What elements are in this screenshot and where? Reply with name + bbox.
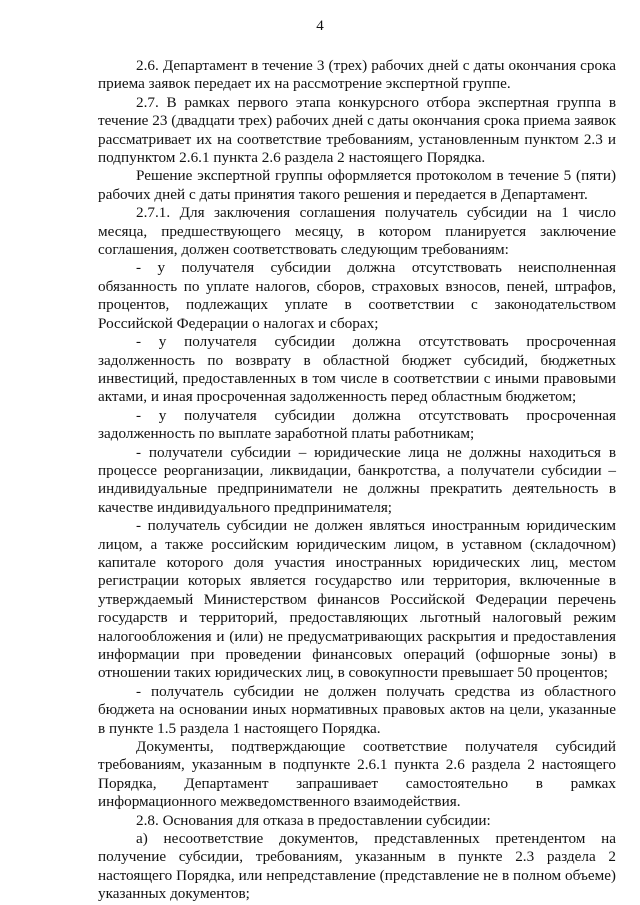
refusal-ground-a: а) несоответствие документов, представленных претендентом на получение субсидии, требованиям, указанным в пункте 2.3 раздела 2 настоящего Порядка, или непредставление (представление не в полном объеме) указанных документов; bbox=[98, 830, 616, 903]
requirement-no-other-funds: - получатель субсидии не должен получать средства из областного бюджета на основании иных нормативных правовых актов на цели, указанные в пункте 1.5 раздела 1 настоящего Порядка. bbox=[98, 682, 616, 737]
paragraph-2-7: 2.7. В рамках первого этапа конкурсного отбора экспертная группа в течение 23 (двадцати трех) рабочих дней с даты окончания срока приема заявок рассматривает их на соответствие требованиям, установленным пунктом 2.3 и подпунктом 2.6.1 пункта 2.6 раздела 2 настоящего Порядка. bbox=[98, 93, 616, 167]
paragraph-documents: Документы, подтверждающие соответствие получателя субсидий требованиям, указанным в подпункте 2.6.1 пункта 2.6 раздела 2 настоящего Порядка, Департамент запрашивает самостоятельно в рамках информационного межведомственного взаимодействия. bbox=[98, 738, 616, 811]
requirement-no-tax-debt: - у получателя субсидии должна отсутствовать неисполненная обязанность по уплате налогов, сборов, страховых взносов, пеней, штрафов, процентов, подлежащих уплате в соответствии с законодательством Российской Федерации о налогах и сборах; bbox=[98, 259, 616, 332]
requirement-no-wage-debt: - у получателя субсидии должна отсутствовать просроченная задолженность по выплате заработной платы работникам; bbox=[98, 406, 616, 443]
requirement-no-budget-debt: - у получателя субсидии должна отсутствовать просроченная задолженность по возврату в областной бюджет субсидий, бюджетных инвестиций, предоставленных в том числе в соответствии с иными правовыми актами, и иная просроченная задолженность перед областным бюджетом; bbox=[98, 333, 616, 406]
requirement-no-reorganization: - получатели субсидии – юридические лица не должны находиться в процессе реорганизации, ликвидации, банкротства, а получатели субсидии – индивидуальные предприниматели не должны прекратить деятельность в качестве индивидуального предпринимателя; bbox=[98, 443, 616, 516]
document-body bbox=[98, 57, 616, 904]
paragraph-2-7-1: 2.7.1. Для заключения соглашения получатель субсидии на 1 число месяца, предшествующего месяцу, в котором планируется заключение соглашения, должен соответствовать следующим требованиям: bbox=[98, 204, 616, 259]
paragraph-expert-decision: Решение экспертной группы оформляется протоколом в течение 5 (пяти) рабочих дней с даты принятия такого решения и передается в Департамент. bbox=[98, 167, 616, 203]
paragraph-2-6: 2.6. Департамент в течение 3 (трех) рабочих дней с даты окончания срока приема заявок передает их на рассмотрение экспертной группе. bbox=[98, 57, 616, 93]
paragraph-2-8: 2.8. Основания для отказа в предоставлении субсидии: bbox=[136, 811, 491, 829]
page-number: 4 bbox=[316, 18, 324, 34]
requirement-no-foreign-entity: - получатель субсидии не должен являться иностранным юридическим лицом, а также российским юридическим лицом, в уставном (складочном) капитале которого доля участия иностранных юридических лиц, местом регистрации которых является государство или территория, включенные в утверждаемый Министерством финансов Российской Федерации перечень государств и территорий, предоставляющих льготный налоговый режим налогообложения и (или) не предусматривающих раскрытия и предоставления информации при проведении финансовых операций (офшорные зоны) в отношении таких юридических лиц, в совокупности превышает 50 процентов; bbox=[98, 517, 616, 682]
